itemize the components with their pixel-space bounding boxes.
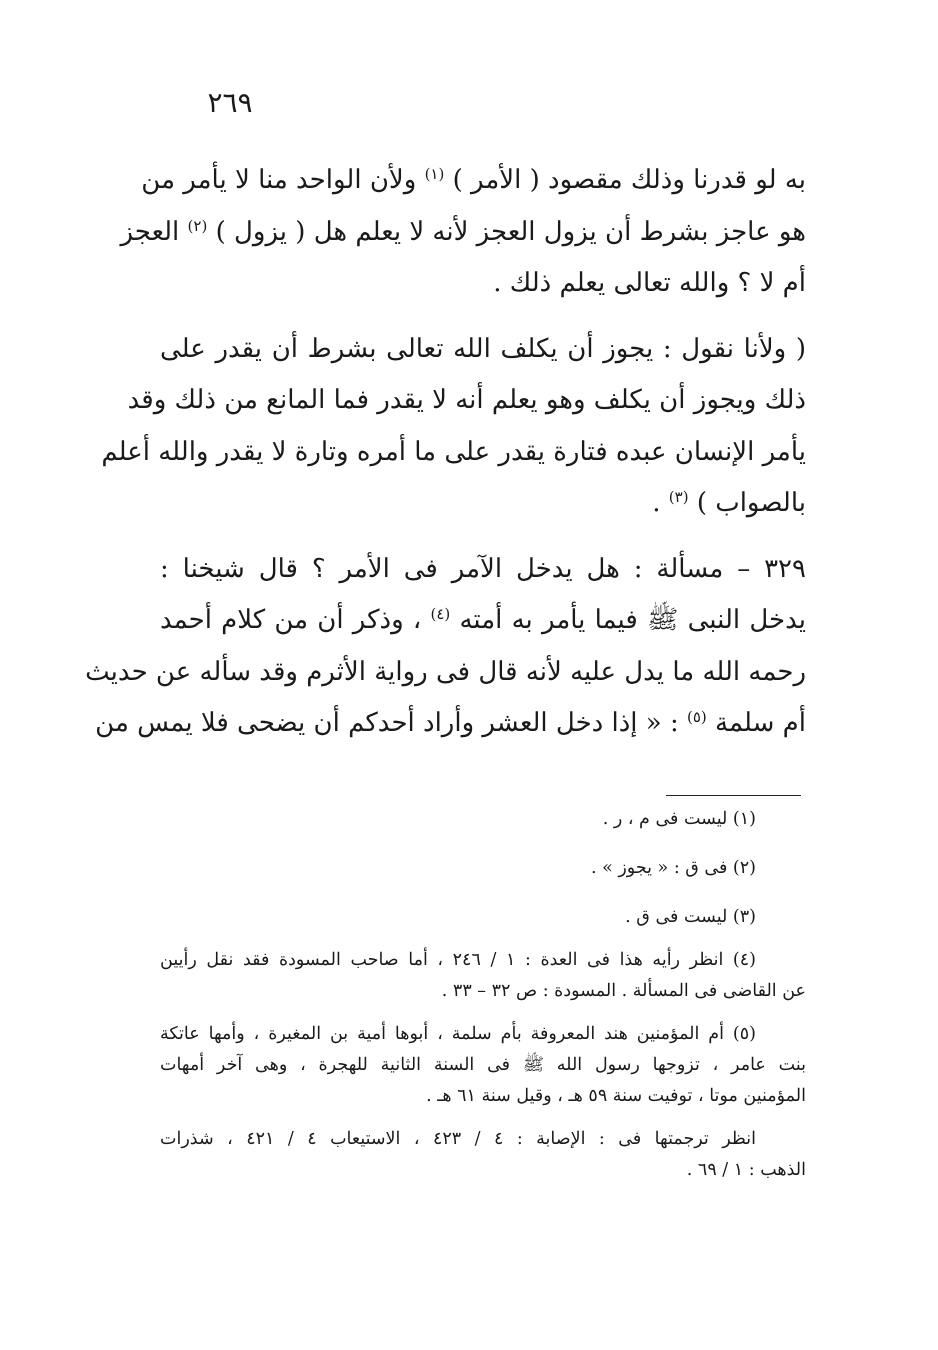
paragraph-2 — [101, 324, 806, 530]
paragraph-1 — [120, 155, 806, 310]
page-number: ٢٦٩ — [207, 86, 253, 119]
footnote-separator — [666, 795, 801, 796]
footnote-ref-3[interactable]: (٣) — [668, 488, 689, 506]
text-line: هو عاجز بشرط أن يزول العجز لأنه لا يعلم هل ( يزول ) $^{(٢)}$ العجز — [120, 216, 806, 247]
footnote-3: (٣) ليست فى ق . — [625, 907, 756, 927]
footnote-line: المؤمنين موتا ، توفيت سنة ٥٩ هـ ، وقيل سنة ٦١ هـ . — [426, 1086, 806, 1106]
footnote-2: (٢) فى ق : « يجوز » . — [590, 858, 756, 878]
footnote-1: (١) ليست فى م ، ر . — [602, 809, 756, 829]
text-line: ذلك ويجوز أن يكلف وهو يعلم أنه لا يقدر فما المانع من ذلك وقد — [127, 385, 806, 415]
footnote-line: بنت عامر ، تزوجها رسول الله ﷺ فى السنة الثانية للهجرة ، وهى آخر أمهات — [160, 1055, 806, 1075]
footnote-ref-1[interactable]: (١) — [424, 165, 445, 183]
text-line: ٣٢٩ – مسألة : هل يدخل الآمر فى الأمر ؟ قال شيخنا : — [160, 553, 806, 584]
footnote-line: الذهب : ١ / ٦٩ . — [686, 1160, 806, 1180]
footnote-line: (٤) انظر رأيه هذا فى العدة : ١ / ٢٤٦ ، أما صاحب المسودة فقد نقل رأيين — [160, 950, 756, 970]
footnote-line: (٥) أم المؤمنين هند المعروفة بأم سلمة ، أبوها أمية بن المغيرة ، وأمها عاتكة — [160, 1024, 756, 1044]
text-line: أم لا ؟ والله تعالى يعلم ذلك . — [493, 268, 806, 298]
footnote-ref-2[interactable]: (٢) — [187, 216, 208, 235]
footnote-4 — [160, 945, 806, 1007]
footnote-ref-4[interactable]: (٤) — [430, 605, 451, 623]
footnote-line: انظر ترجمتها فى : الإصابة : ٤ / ٤٢٣ ، الاستيعاب ٤ / ٤٢١ ، شذرات — [160, 1129, 757, 1149]
text-line: به لو قدرنا وذلك مقصود ( الأمر ) $^{(١)}$ ولأن الواحد منا لا يأمر من — [141, 165, 806, 195]
footnote-line: عن القاضى فى المسألة . المسودة : ص ٣٢ – ٣٣ . — [441, 981, 806, 1001]
footnotes — [160, 800, 806, 1186]
footnote-5 — [160, 1019, 806, 1112]
footnote-ref-5[interactable]: (٥) — [687, 708, 707, 726]
text-line: أم سلمة $^{(٥)}$ : « إذا دخل العشر وأراد أحدكم أن يضحى فلا يمس من — [95, 708, 806, 738]
text-line: يدخل النبى ﷺ فيما يأمر به أمته $^{(٤)}$ ، وذكر أن من كلام أحمد — [160, 605, 806, 635]
main-text — [85, 155, 806, 750]
footnote-5-references — [160, 1124, 806, 1186]
text-line: ( ولأنا نقول : يجوز أن يكلف الله تعالى بشرط أن يقدر على — [160, 333, 806, 364]
text-line: رحمه الله ما يدل عليه لأنه قال فى رواية الأثرم وقد سأله عن حديث — [85, 656, 806, 687]
paragraph-3 — [85, 544, 806, 750]
text-line: بالصواب ) $^{(٣)}$ . — [652, 488, 806, 518]
text-line: يأمر الإنسان عبده فتارة يقدر على ما أمره وتارة لا يقدر والله أعلم — [101, 436, 806, 467]
